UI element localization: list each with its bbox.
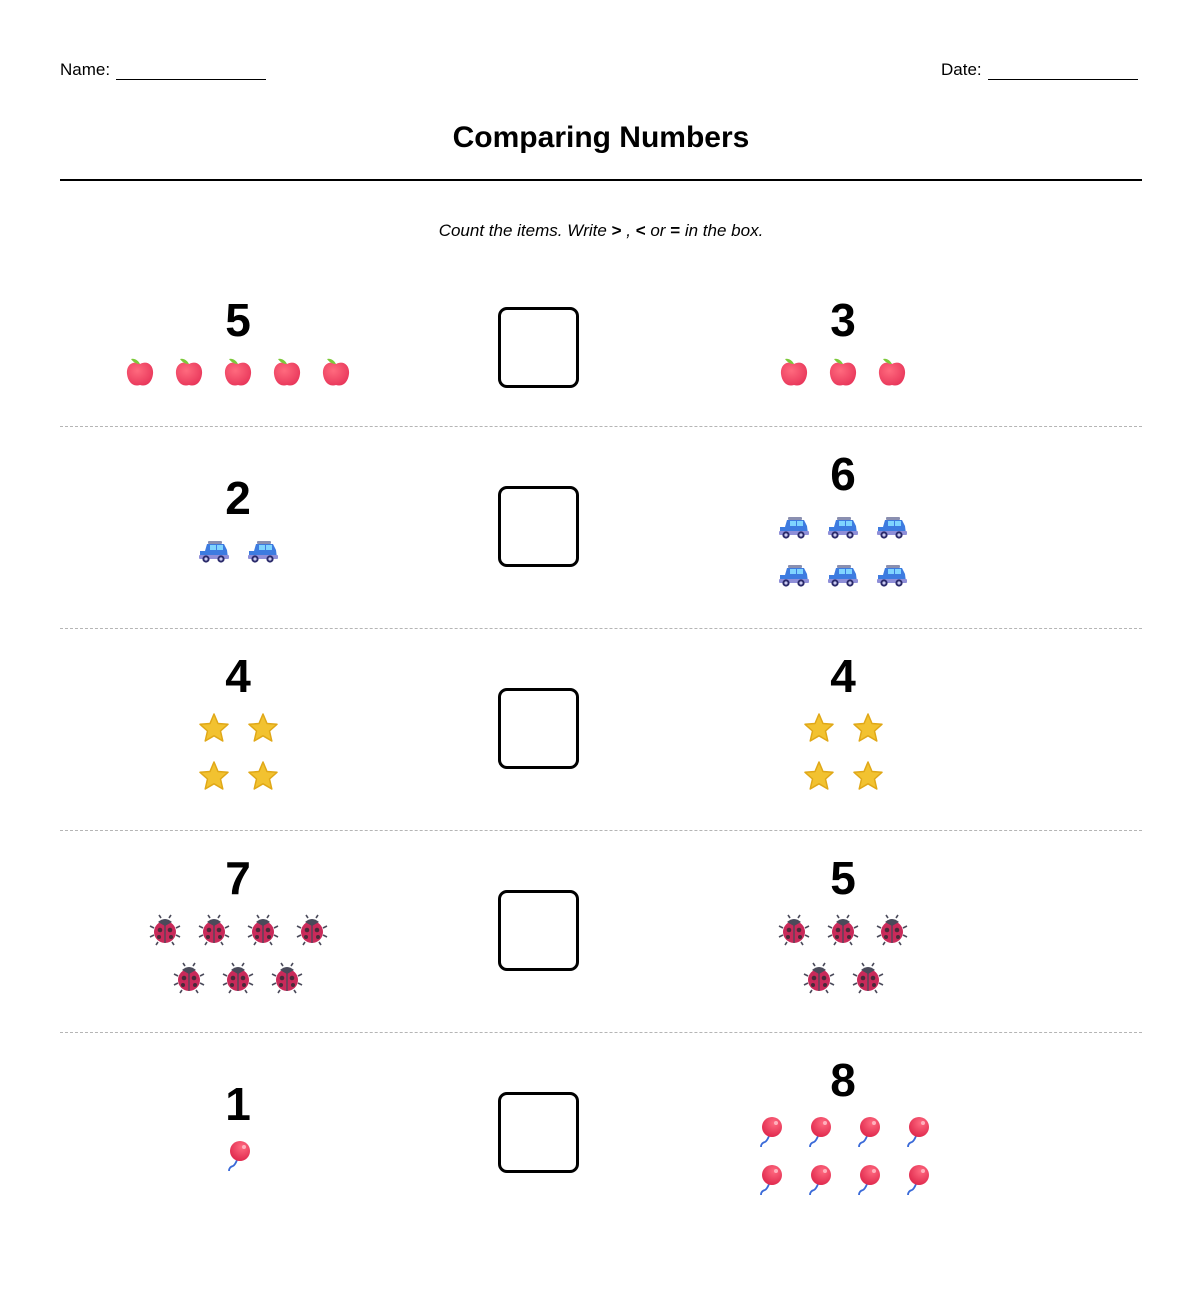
ladybug-icon <box>777 913 811 947</box>
car-icon <box>826 509 860 543</box>
balloon-icon <box>900 1115 934 1149</box>
problem-4-left <box>88 852 388 995</box>
balloon-icon <box>802 1163 836 1197</box>
name-label: Name: <box>60 60 111 79</box>
problem-5-left <box>88 1078 388 1173</box>
balloon-icon <box>851 1115 885 1149</box>
ladybug-icon <box>246 913 280 947</box>
car-icon <box>875 557 909 591</box>
ladybug-icon <box>270 961 304 995</box>
problem-3-left <box>88 650 388 793</box>
apple-icon <box>270 355 304 389</box>
problem-3-right <box>693 650 993 793</box>
apple-icon <box>319 355 353 389</box>
problem-2-left-icons <box>197 533 280 567</box>
date-label: Date: <box>941 60 982 79</box>
problem-5-left-number: 1 <box>225 1078 251 1130</box>
ladybug-icon <box>875 913 909 947</box>
problem-2-right-icons <box>777 509 909 591</box>
problem-3-answer-box[interactable] <box>498 688 579 769</box>
ladybug-icon <box>802 961 836 995</box>
problem-3-left-icons <box>197 711 280 793</box>
car-icon <box>777 509 811 543</box>
ladybug-icon <box>197 913 231 947</box>
car-icon <box>826 557 860 591</box>
star-icon <box>197 759 231 793</box>
star-icon <box>851 759 885 793</box>
balloon-icon <box>753 1163 787 1197</box>
balloon-icon <box>851 1163 885 1197</box>
car-icon <box>777 557 811 591</box>
ladybug-icon <box>221 961 255 995</box>
icon-row <box>777 557 909 591</box>
problem-3-left-number: 4 <box>225 650 251 702</box>
name-field <box>60 60 266 80</box>
icon-row <box>197 711 280 745</box>
problem-2-answer-box[interactable] <box>498 486 579 567</box>
instructions <box>0 221 1202 241</box>
problem-5-right-icons <box>753 1115 934 1197</box>
instructions-or: or <box>645 221 671 240</box>
icon-row <box>221 1139 255 1173</box>
date-field <box>941 60 1138 80</box>
instructions-text: Count the items. Write <box>438 221 612 240</box>
problem-1-left-number: 5 <box>225 294 251 346</box>
icon-row <box>802 961 885 995</box>
less-than-symbol: < <box>635 221 646 240</box>
car-icon <box>875 509 909 543</box>
title-divider <box>60 179 1142 181</box>
car-icon <box>197 533 231 567</box>
balloon-icon <box>802 1115 836 1149</box>
problem-2-right-number: 6 <box>830 448 856 500</box>
star-icon <box>851 711 885 745</box>
problem-3-right-number: 4 <box>830 650 856 702</box>
date-blank-line[interactable] <box>988 65 1138 80</box>
icon-row <box>753 1115 934 1149</box>
icon-row <box>802 711 885 745</box>
apple-icon <box>123 355 157 389</box>
problem-2-left-number: 2 <box>225 472 251 524</box>
icon-row <box>172 961 304 995</box>
balloon-icon <box>221 1139 255 1173</box>
star-icon <box>802 759 836 793</box>
icon-row <box>197 759 280 793</box>
star-icon <box>802 711 836 745</box>
row-divider <box>60 1032 1142 1033</box>
problem-4-answer-box[interactable] <box>498 890 579 971</box>
balloon-icon <box>753 1115 787 1149</box>
icon-row <box>148 913 329 947</box>
problem-5-answer-box[interactable] <box>498 1092 579 1173</box>
instructions-text-end: in the box. <box>680 221 764 240</box>
problem-1-left-icons <box>123 355 353 389</box>
icon-row <box>777 509 909 543</box>
icon-row <box>777 913 909 947</box>
problem-3-right-icons <box>802 711 885 793</box>
problem-1-right <box>693 294 993 389</box>
ladybug-icon <box>851 961 885 995</box>
problem-5-left-icons <box>221 1139 255 1173</box>
problem-2-left <box>88 472 388 567</box>
name-blank-line[interactable] <box>116 65 266 80</box>
problem-5-right <box>693 1054 993 1197</box>
icon-row <box>777 355 909 389</box>
problem-4-left-number: 7 <box>225 852 251 904</box>
ladybug-icon <box>826 913 860 947</box>
balloon-icon <box>900 1163 934 1197</box>
equals-symbol: = <box>670 221 681 240</box>
apple-icon <box>777 355 811 389</box>
icon-row <box>802 759 885 793</box>
icon-row <box>197 533 280 567</box>
problem-1-answer-box[interactable] <box>498 307 579 388</box>
instructions-separator: , <box>621 221 636 240</box>
apple-icon <box>221 355 255 389</box>
row-divider <box>60 830 1142 831</box>
icon-row <box>753 1163 934 1197</box>
row-divider <box>60 426 1142 427</box>
greater-than-symbol: > <box>611 221 622 240</box>
star-icon <box>197 711 231 745</box>
ladybug-icon <box>172 961 206 995</box>
problem-4-right <box>693 852 993 995</box>
problem-4-right-number: 5 <box>830 852 856 904</box>
page-title: Comparing Numbers <box>452 121 750 154</box>
problem-2-right <box>693 448 993 591</box>
apple-icon <box>172 355 206 389</box>
apple-icon <box>875 355 909 389</box>
problem-1-right-number: 3 <box>830 294 856 346</box>
apple-icon <box>826 355 860 389</box>
problem-1-right-icons <box>777 355 909 389</box>
icon-row <box>123 355 353 389</box>
star-icon <box>246 711 280 745</box>
car-icon <box>246 533 280 567</box>
problem-5-right-number: 8 <box>830 1054 856 1106</box>
problem-4-right-icons <box>777 913 909 995</box>
star-icon <box>246 759 280 793</box>
ladybug-icon <box>148 913 182 947</box>
row-divider <box>60 628 1142 629</box>
problem-4-left-icons <box>148 913 329 995</box>
ladybug-icon <box>295 913 329 947</box>
problem-1-left <box>88 294 388 389</box>
